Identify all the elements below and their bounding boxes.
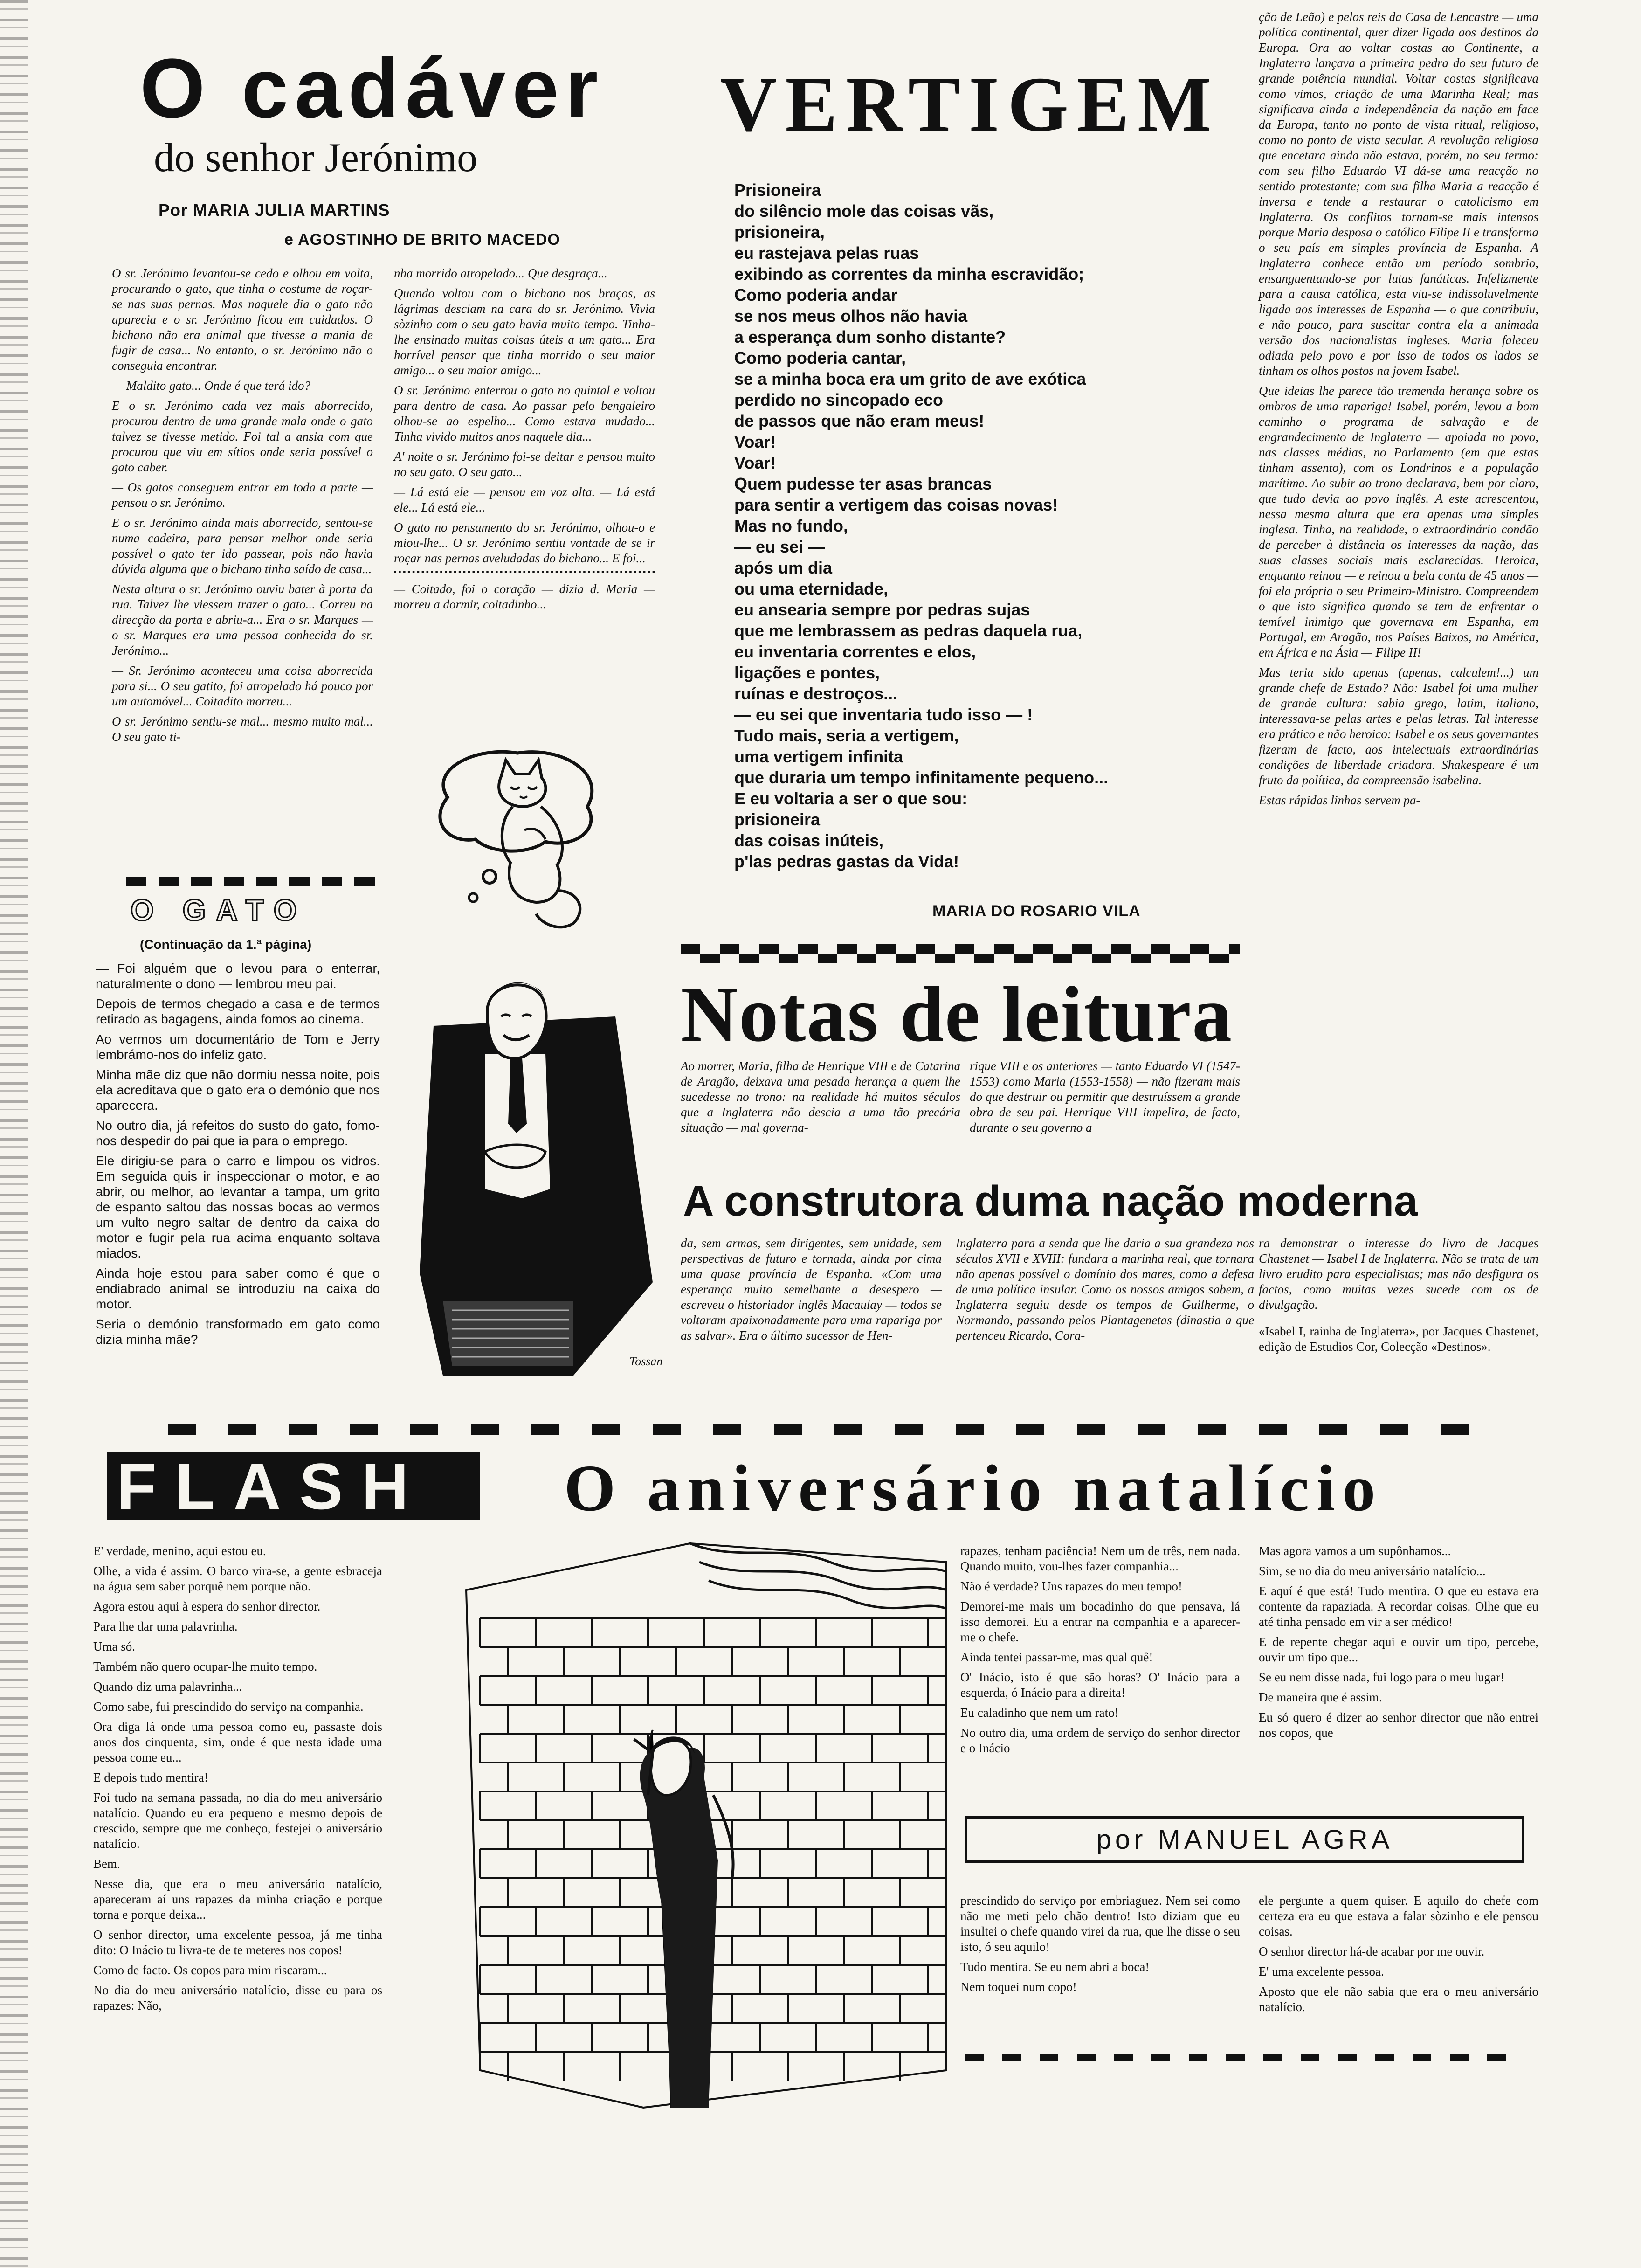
paragraph: O gato no pensamento do sr. Jerónimo, olhou-o e miou-lhe... O sr. Jerónimo sentiu vontade de se ir roçar nas pernas aveludadas do bichano... E foi... <box>394 520 655 565</box>
paragraph: Nesta altura o sr. Jerónimo ouviu bater à porta da rua. Talvez lhe viessem trazer o gato... Correu na direcção da porta e abriu-a... Era o sr. Marques — o sr. Marques era uma pessoa conhecida do sr. Jerónimo... <box>112 582 373 657</box>
paragraph: Ao morrer, Maria, filha de Henrique VIII e de Catarina de Aragão, deixava uma pesada herança a quem lhe sucedesse no trono: na realidade há muitos séculos que a Inglaterra não descia a uma tão precária situação — mal governa- <box>681 1059 960 1134</box>
paragraph: No dia do meu aniversário natalício, disse eu para os rapazes: Não, <box>93 1983 382 2012</box>
paragraph: A' noite o sr. Jerónimo foi-se deitar e pensou muito no seu gato. O seu gato... <box>394 449 655 479</box>
flash-column-5 <box>1259 1893 1538 2019</box>
paragraph: Minha mãe diz que não dormiu nessa noite, pois ela acreditava que o gato era o demónio que nos aparecera. <box>96 1067 380 1113</box>
paragraph: O sr. Jerónimo enterrou o gato no quintal e voltou para dentro de casa. Ao passar pelo bengaleiro olhou-se ao espelho... Como estava mudado... Tinha vivido muitos anos naquele dia... <box>394 383 655 443</box>
poem-line: eu inventaria correntes e elos, <box>734 642 976 661</box>
flash-byline: por MANUEL AGRA <box>1096 1824 1393 1855</box>
paragraph: E' verdade, menino, aqui estou eu. <box>93 1544 266 1558</box>
gato-column <box>96 961 380 1352</box>
paragraph: E o sr. Jerónimo ainda mais aborrecido, sentou-se numa cadeira, para pensar melhor onde seria possível o gato ter ido passear, pois não havia dúvida alguma que o bichano tinha saído de casa... <box>112 516 373 576</box>
paragraph: Como de facto. Os copos para mim riscaram... <box>93 1963 327 1977</box>
paragraph: Bem. <box>93 1857 120 1871</box>
paragraph: O sr. Jerónimo levantou-se cedo e olhou em volta, procurando o gato, que tinha o costume de roçar-se nas suas pernas. Mas naquele dia o gato não aparecia e o sr. Jerónimo ficou em cuidados. O bichano não era animal que tivesse a mania de fugir de casa... No entanto, o sr. Jerónimo não o conseguia encontrar. <box>112 266 373 373</box>
paragraph: Depois de termos chegado a casa e de termos retirado as bagagens, ainda fomos ao cinema. <box>96 996 380 1026</box>
paragraph: Eu só quero é dizer ao senhor director que não entrei nos copos, que <box>1259 1710 1538 1740</box>
cadaver-byline-1: Por MARIA JULIA MARTINS <box>159 201 390 220</box>
poem-line: uma vertigem infinita <box>734 747 903 766</box>
paragraph: rique VIII e os anteriores — tanto Eduardo VI (1547-1553) como Maria (1553-1558) — não fizeram mais do que destruir ou permitir que destruíssem a grande obra de seu pai. Henrique VIII impelira, de facto, durante o seu governo a <box>970 1059 1240 1134</box>
cadaver-column-1 <box>112 266 373 749</box>
poem-line: p'las pedras gastas da Vida! <box>734 852 959 871</box>
paragraph: Demorei-me mais um bocadinho do que pensava, lá isso demorei. Eu a entrar na companhia e a aparecer-me o chefe. <box>960 1599 1240 1644</box>
paragraph: No outro dia, já refeitos do susto do gato, fomo-nos despedir do pai que ia para o emprego. <box>96 1118 380 1148</box>
poem-line: após um dia <box>734 558 833 577</box>
paragraph: ra demonstrar o interesse do livro de Jacques Chastenet — Isabel I de Inglaterra. Não se trata de um livro erudito para especialistas; mas não desfigura os factos, como muitas vezes sucede com os de divulgação. <box>1259 1236 1538 1312</box>
paragraph: Mas teria sido apenas (apenas, calculem!...) um grande chefe de Estado? Não: Isabel foi uma mulher de grande cultura: sabia grego, latim, italiano, interessava-se pelas artes e pelas letras. Tal interesse era prático e não heroico: Isabel e os seus governantes fizeram de facto, aos intelectuais extraordinárias condições de liberdade criadora. Shakespeare é um fruto da política, da compreensão isabelina. <box>1259 665 1538 787</box>
torn-edge <box>0 0 28 2268</box>
vertigem-title: VERTIGEM <box>720 61 1220 148</box>
paragraph: Uma só. <box>93 1639 135 1653</box>
paragraph: — Os gatos conseguem entrar em toda a parte — pensou o sr. Jerónimo. <box>112 480 373 510</box>
paragraph: — Maldito gato... Onde é que terá ido? <box>112 379 310 393</box>
paragraph: Que ideias lhe parece tão tremenda herança sobre os ombros de uma rapariga! Isabel, porém, levou a bom caminho o programa de salvação e de engrandecimento de Inglaterra — apoiada no povo, nas classes médias, no Parlamento (em que estas tinham assento), com os Londrinos e a população marítima. Ao subir ao trono declarava, bem por claro, que tudo devia ao povo inglês. A este acrescentou, nessa mesma altura que era apenas uma simples inglesa. Tinha, na realidade, o extraordinário condão de perceber à distância os interesses da nação, das suas classes sociais mais esclarecidas. Heroica, enquanto reinou — e reinou a bela conta de 45 anos — foi ela própria o seu Primeiro-Ministro. Compreendem o que isto significa quando se tem de enfrentar o temível inimigo que governava em Espanha, em Portugal, em Aragão, nos Países Baixos, na América, em África e na Ásia — Filipe II! <box>1259 384 1538 659</box>
paragraph: Quando diz uma palavrinha... <box>93 1680 242 1694</box>
paragraph: O' Inácio, isto é que são horas? O' Inácio para a esquerda, ó Inácio para a direita! <box>960 1670 1240 1700</box>
paragraph: Tudo mentira. Se eu nem abri a boca! <box>960 1960 1150 1974</box>
paragraph: O sr. Jerónimo sentiu-se mal... mesmo muito mal... O seu gato ti- <box>112 714 373 744</box>
notas-subtitle: A construtora duma nação moderna <box>683 1177 1418 1225</box>
poem-line: exibindo as correntes da minha escravidão; <box>734 264 1084 284</box>
paragraph: No outro dia, uma ordem de serviço do senhor director e o Inácio <box>960 1726 1240 1755</box>
paragraph: E de repente chegar aqui e ouvir um tipo, percebe, ouvir um tipo que... <box>1259 1635 1538 1664</box>
poem-line: para sentir a vertigem das coisas novas! <box>734 495 1058 514</box>
cadaver-column-2 <box>394 266 655 617</box>
byline-box <box>965 1816 1524 1863</box>
poem-line: ou uma eternidade, <box>734 579 889 598</box>
checker-rule <box>681 944 1240 954</box>
gato-subtitle: (Continuação da 1.ª página) <box>140 937 312 952</box>
paragraph: Inglaterra para a senda que lhe daria a sua grandeza nos séculos XVII e XVIII: fundara a marinha real, que tornara não apenas possível o domínio dos mares, como a defesa de uma política insular. Como os nossos amigos sabem, a Inglaterra seguiu desde os tempos de Guilherme, o Normando, passando pelos Plantagenetas (dinastia a que pertenceu Ricardo, Cora- <box>956 1236 1254 1342</box>
flash-column-4 <box>960 1893 1240 1999</box>
book-reference: «Isabel I, rainha de Inglaterra», por Jacques Chastenet, edição de Estudios Cor, Colecção «Destinos». <box>1259 1324 1538 1354</box>
notas-right-column <box>1259 9 1538 813</box>
paragraph: Aposto que ele não sabia que era o meu aniversário natalício. <box>1259 1984 1538 2014</box>
vertigem-poem <box>734 180 1108 872</box>
poem-line: Como poderia andar <box>734 285 898 304</box>
poem-line: a esperança dum sonho distante? <box>734 327 1006 346</box>
poem-line: Prisioneira <box>734 180 821 200</box>
paragraph: Como sabe, fui prescindido do serviço na companhia. <box>93 1700 364 1714</box>
paragraph: O senhor director há-de acabar por me ouvir. <box>1259 1944 1485 1958</box>
checker-rule <box>681 954 1240 963</box>
paragraph: Estas rápidas linhas servem pa- <box>1259 793 1420 807</box>
dash-rule <box>965 2054 1506 2061</box>
poem-line: que me lembrassem as pedras daquela rua, <box>734 621 1083 640</box>
notas-low-col-3 <box>1259 1236 1538 1359</box>
paragraph: da, sem armas, sem dirigentes, sem unidade, sem perspectivas de futuro e tornada, ainda por cima uma quase província de Espanha. «Com uma esperança muito semelhante a desespero — escreveu o historiador inglês Macaulay — todos se voltaram apaixonadamente para uma rapariga por as salvar». Era o último sucessor de Hen- <box>681 1236 942 1342</box>
paragraph: E depois tudo mentira! <box>93 1770 208 1784</box>
flash-label-box <box>107 1450 480 1523</box>
dash-rule <box>168 1424 1469 1435</box>
poem-line: Tudo mais, seria a vertigem, <box>734 726 959 745</box>
paragraph: ele pergunte a quem quiser. E aquilo do chefe com certeza era eu que estava a falar sòzinho e ele pensou coisas. <box>1259 1894 1538 1938</box>
vertigem-author: MARIA DO ROSARIO VILA <box>932 902 1141 920</box>
dash-rule <box>126 877 375 886</box>
paragraph: Seria o demónio transformado em gato como dizia minha mãe? <box>96 1317 380 1347</box>
paragraph: — Lá está ele — pensou em voz alta. — Lá está ele... Lá está ele... <box>394 485 655 514</box>
paragraph: Para lhe dar uma palavrinha. <box>93 1619 238 1633</box>
paragraph: Nem toquei num copo! <box>960 1980 1077 1994</box>
coffin-illustration <box>392 947 662 1390</box>
poem-line: prisioneira, <box>734 222 825 242</box>
paragraph: Nesse dia, que era o meu aniversário natalício, apareceram aí uns rapazes da minha criação e porque torna e porque deixa... <box>93 1877 382 1922</box>
poem-line: prisioneira <box>734 810 820 829</box>
paragraph: Ainda hoje estou para saber como é que o endiabrado animal se introduziu na caixa do motor. <box>96 1266 380 1311</box>
illustrator-signature: Tossan <box>629 1355 663 1368</box>
poem-line: ligações e pontes, <box>734 663 880 682</box>
cadaver-byline-2: e AGOSTINHO DE BRITO MACEDO <box>284 231 560 249</box>
poem-line: eu rastejava pelas ruas <box>734 243 919 263</box>
paragraph: Se eu nem disse nada, fui logo para o meu lugar! <box>1259 1670 1505 1684</box>
poem-line: se nos meus olhos não havia <box>734 306 968 325</box>
notas-intro-col-1 <box>681 1058 960 1140</box>
cadaver-subtitle: do senhor Jerónimo <box>154 135 478 180</box>
paragraph: rapazes, tenham paciência! Nem um de três, nem nada. Quando muito, vou-lhes fazer companhia... <box>960 1544 1240 1573</box>
poem-line: das coisas inúteis, <box>734 831 884 850</box>
paragraph: Mas agora vamos a um supônhamos... <box>1259 1544 1451 1558</box>
paragraph: Olhe, a vida é assim. O barco vira-se, a gente esbraceja na água sem saber porquê nem porque não. <box>93 1564 382 1593</box>
flash-column-1 <box>93 1543 382 2018</box>
dotted-separator <box>394 571 655 573</box>
paragraph: Ora diga lá onde uma pessoa como eu, passaste dois anos dos cinquenta, sim, onde é que nesta idade uma pessoa come eu... <box>93 1720 382 1764</box>
paragraph: E' uma excelente pessoa. <box>1259 1964 1384 1978</box>
notas-intro-col-2 <box>970 1058 1240 1140</box>
notas-low-col-1 <box>681 1236 942 1348</box>
paragraph: De maneira que é assim. <box>1259 1690 1382 1704</box>
brick-wall-illustration <box>410 1534 951 2136</box>
poem-line: E eu voltaria a ser o que sou: <box>734 789 968 808</box>
poem-line: Mas no fundo, <box>734 516 848 535</box>
notas-title: Notas de leitura <box>681 970 1233 1058</box>
paragraph: Agora estou aqui à espera do senhor director. <box>93 1599 321 1613</box>
poem-line: Voar! <box>734 432 776 451</box>
poem-line: — eu sei que inventaria tudo isso — ! <box>734 705 1033 724</box>
poem-line: Quem pudesse ter asas brancas <box>734 474 992 493</box>
notas-low-col-2 <box>956 1236 1254 1348</box>
flash-column-3 <box>1259 1543 1538 1745</box>
cat-illustration <box>420 741 615 937</box>
paragraph: — Coitado, foi o coração — dizia d. Maria — morreu a dormir, coitadinho... <box>394 582 655 611</box>
paragraph: Ainda tentei passar-me, mas qual quê! <box>960 1650 1153 1664</box>
cadaver-title: O cadáver <box>140 41 605 135</box>
paragraph: E aquí é que está! Tudo mentira. O que eu estava era contente da rapaziada. A recordar coisas. Olhe que eu até tinha pensado em vir a ser médico! <box>1259 1584 1538 1629</box>
paragraph: — Sr. Jerónimo aconteceu uma coisa aborrecida para si... O seu gatito, foi atropelado há pouco por um automóvel... Coitadito morreu... <box>112 664 373 708</box>
paragraph: E o sr. Jerónimo cada vez mais aborrecido, procurou dentro de uma grande mala onde o gato talvez se tivesse metido. Foi tal a ansia com que procurou que viu em sítios onde seria possível o gato caber. <box>112 399 373 474</box>
paragraph: Também não quero ocupar-lhe muito tempo. <box>93 1660 317 1673</box>
paragraph: ção de Leão) e pelos reis da Casa de Lencastre — uma política continental, quer dizer ligada aos destinos da Europa. Ora ao voltar costas ao Continente, a Inglaterra lançava a primeira pedra do seu futuro de grande potência mundial. Voltar costas significava como vimos, criação de uma Marinha Real; mas significava ainda a independência da nação em face da Europa, tanto no ponto de vista ritual, religioso, como no ponto de vista secular. A revolução religiosa que encetara ainda não estava, porém, no seu termo: com seu filho Eduardo VI dá-se uma reacção no sentido protestante; com sua filha Maria a reacção é inversa e tende a restaurar o catolicismo em Inglaterra. Os conflitos tornam-se mais intensos porque Maria desposa o católico Filipe II e transforma o seu país em simples província de Espanha. A Inglaterra conhece então um período sombrio, ensanguentando-se por lutas fanáticas. Infelizmente para a causa católica, esta viu-se indissoluvelmente ligada aos interesses de Espanha — o que contribuiu, e não pouco, para suscitar contra ela a animada versão dos nacionalistas ingleses. Maria faleceu odiada pelo povo e por isso de todos os lados se tinham os olhos postos na jovem Isabel. <box>1259 10 1538 378</box>
paragraph: Eu caladinho que nem um rato! <box>960 1706 1119 1720</box>
poem-line: Como poderia cantar, <box>734 348 906 367</box>
poem-line: que duraria um tempo infinitamente pequeno... <box>734 768 1109 787</box>
poem-line: ruínas e destroços... <box>734 684 898 703</box>
poem-line: eu ansearia sempre por pedras sujas <box>734 600 1030 619</box>
paragraph: — Foi alguém que o levou para o enterrar, naturalmente o dono — lembrou meu pai. <box>96 961 380 991</box>
poem-line: Voar! <box>734 453 776 472</box>
paragraph: Ele dirigiu-se para o carro e limpou os vidros. Em seguida quis ir inspeccionar o motor, e ao abrir, ou melhor, ao levantar a tampa, um grito de espanto saltou das nossas bocas ao vermos um vulto negro saltar de dentro da caixa do motor e fugir pela rua acima enquanto soltava miados. <box>96 1154 380 1260</box>
poem-line: se a minha boca era um grito de ave exótica <box>734 369 1086 388</box>
paragraph: Não é verdade? Uns rapazes do meu tempo! <box>960 1579 1183 1593</box>
paragraph: prescindido do serviço por embriaguez. Nem sei como não me meti pelo chão dentro! Isto diziam que eu insultei o chefe quando virei da rua, que lhe disse o seu isto, ó seu aquilo! <box>960 1894 1240 1954</box>
flash-title: O aniversário natalício <box>564 1451 1383 1525</box>
paragraph: Sim, se no dia do meu aniversário natalício... <box>1259 1564 1486 1578</box>
poem-line: — eu sei — <box>734 537 825 556</box>
poem-line: perdido no sincopado eco <box>734 390 944 409</box>
poem-line: de passos que não eram meus! <box>734 411 985 430</box>
gato-title: O GATO <box>131 893 307 927</box>
paragraph: Foi tudo na semana passada, no dia do meu aniversário natalício. Quando eu era pequeno e mesmo depois de crescido, sempre que me conheço, festejei o aniversário natalício. <box>93 1791 382 1851</box>
flash-column-2 <box>960 1543 1240 1761</box>
paragraph: O senhor director, uma excelente pessoa, já me tinha dito: O Inácio tu livra-te de te meteres nos copos! <box>93 1928 382 1957</box>
paragraph: Ao vermos um documentário de Tom e Jerry lembrámo-nos do infeliz gato. <box>96 1032 380 1062</box>
flash-label: FLASH <box>117 1450 427 1523</box>
paragraph: Quando voltou com o bichano nos braços, as lágrimas desciam na cara do sr. Jerónimo. Vivia sòzinho com o seu gato havia muito tempo. Tinha-lhe ensinado muitas coisas úteis a um gato... Era horrível pensar que tinha morrido o seu maior amigo... o seu maior amigo... <box>394 286 655 377</box>
poem-line: do silêncio mole das coisas vãs, <box>734 201 994 221</box>
paragraph: nha morrido atropelado... Que desgraça... <box>394 266 607 280</box>
